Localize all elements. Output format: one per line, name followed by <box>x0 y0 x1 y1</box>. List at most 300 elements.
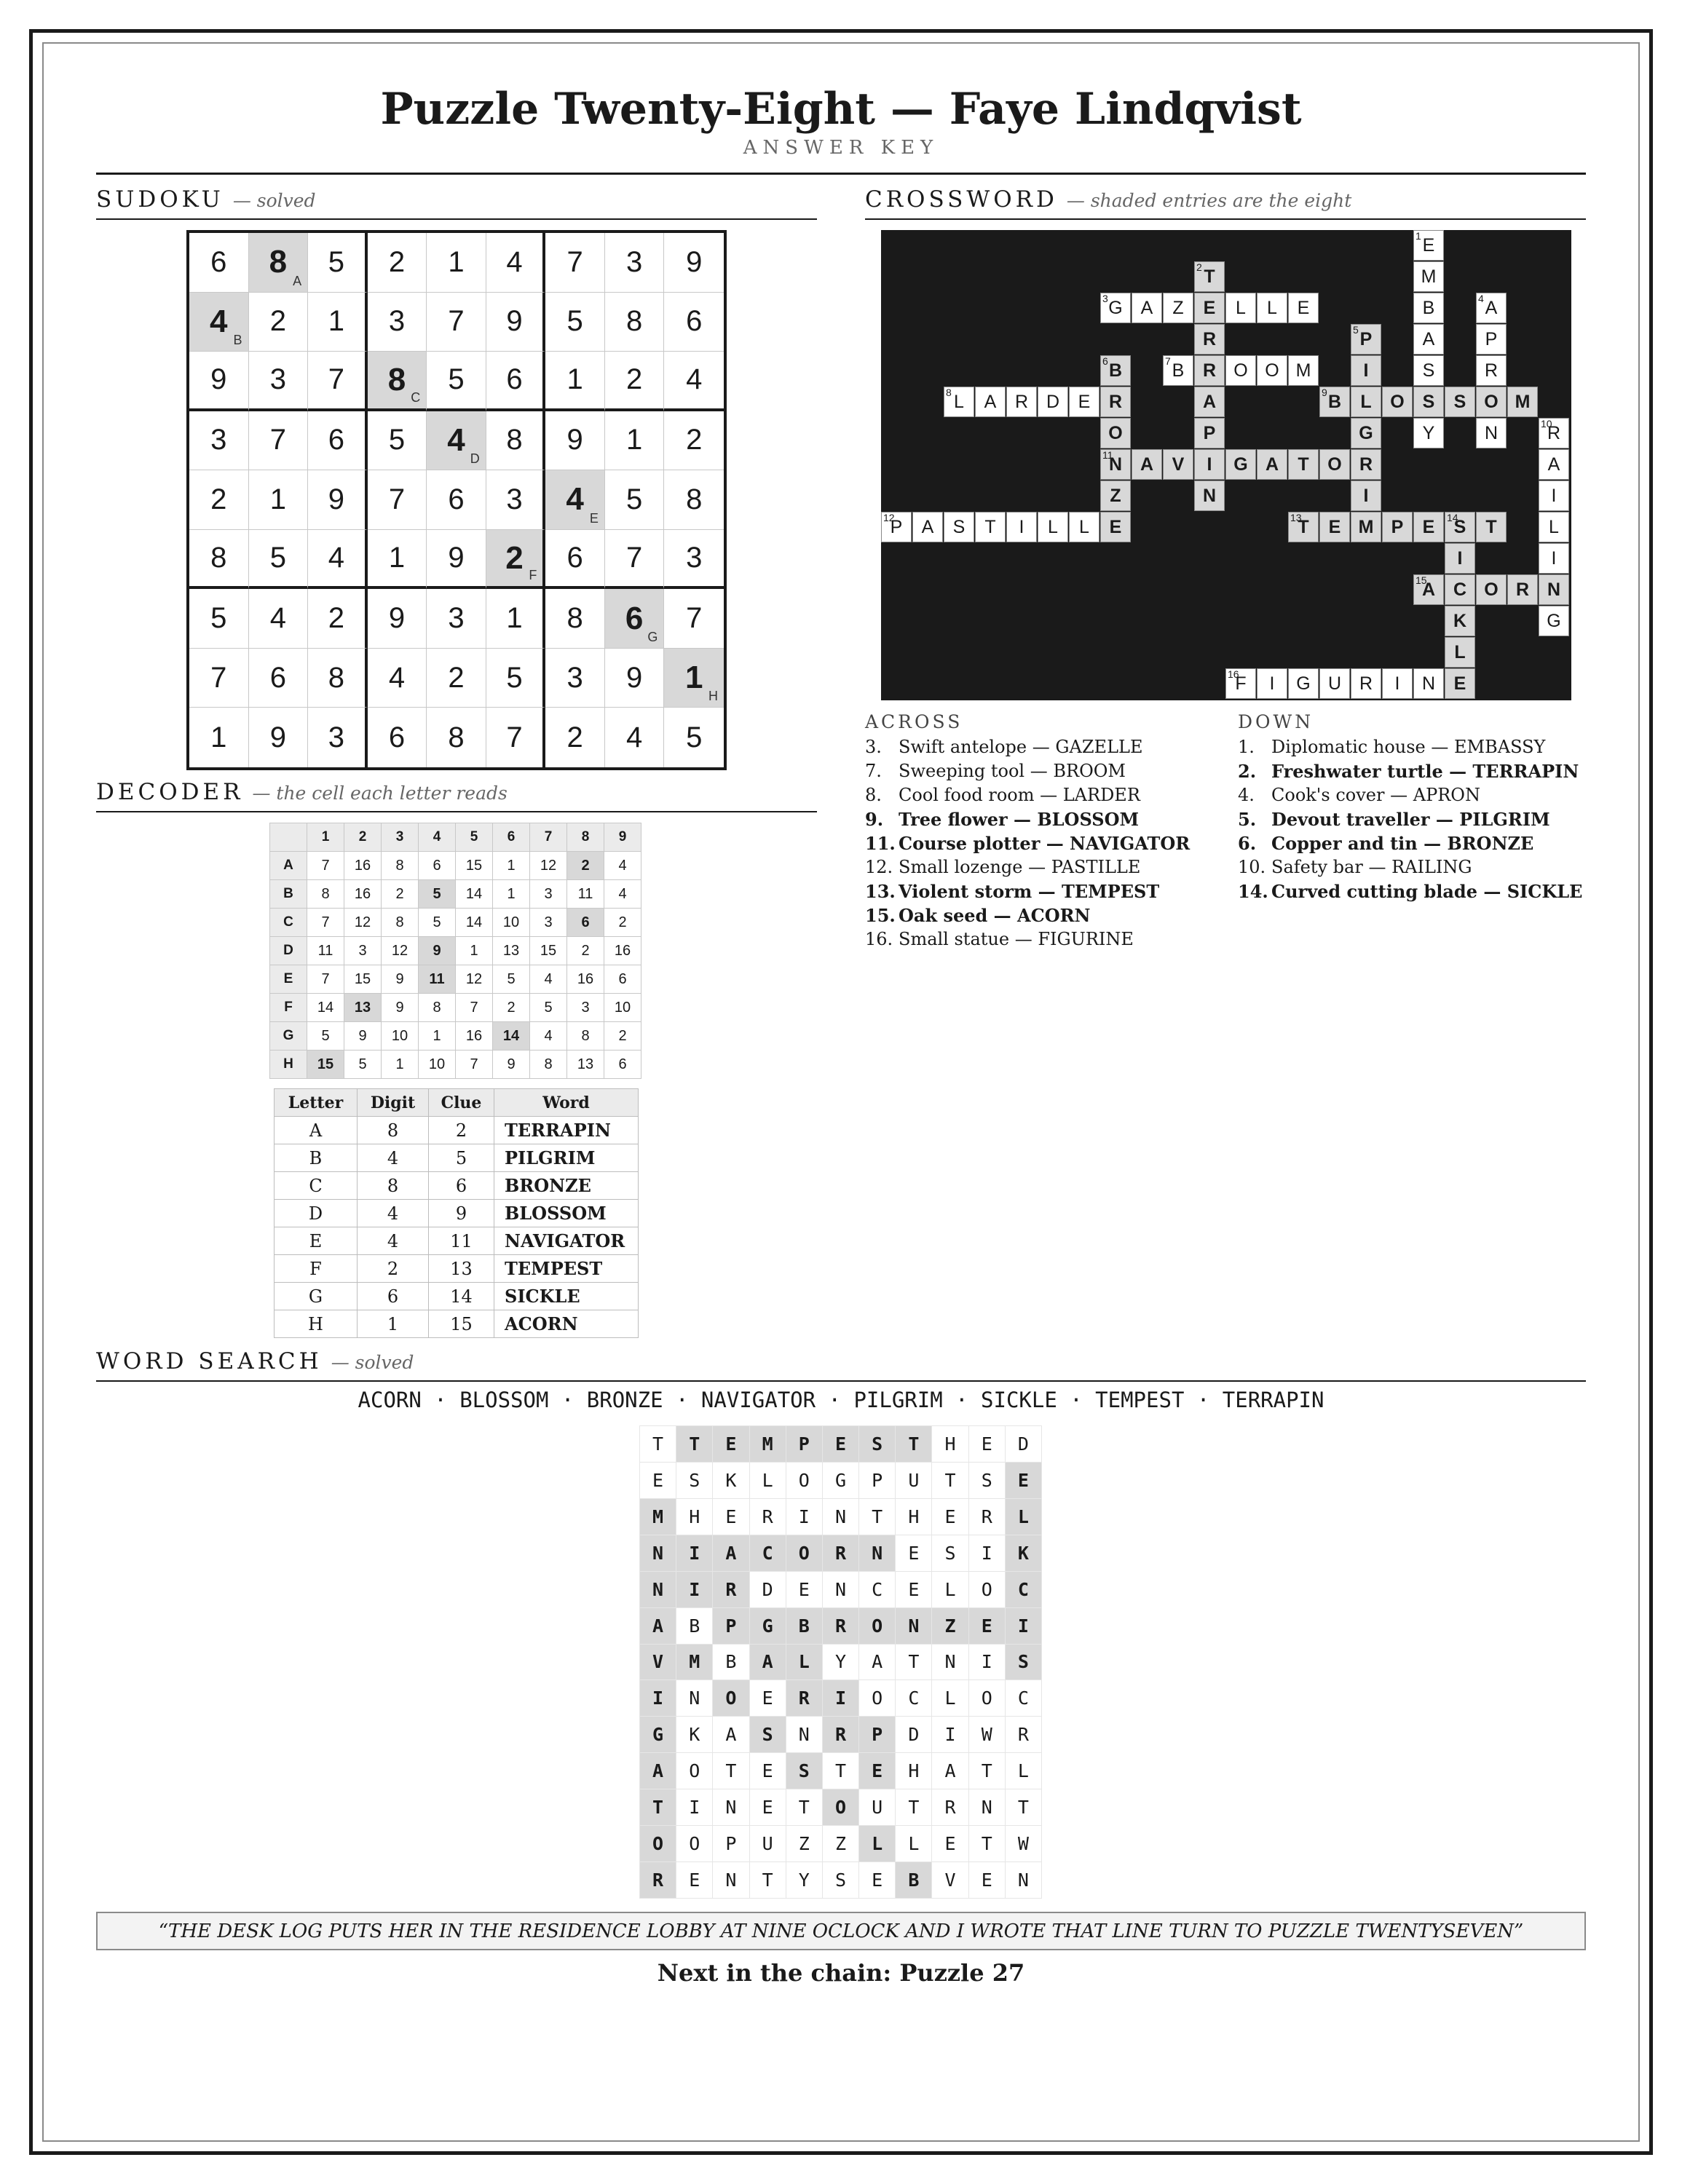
sudoku-digit: 5 <box>448 363 465 396</box>
legend-cell: 14 <box>429 1283 494 1310</box>
decoder-cell: 16 <box>344 880 382 909</box>
sudoku-digit: 2 <box>686 424 703 456</box>
sudoku-cell <box>249 470 309 530</box>
crossword-letter: V <box>1172 454 1185 475</box>
sudoku-digit: 3 <box>626 245 643 278</box>
sudoku-digit: 8 <box>387 361 406 397</box>
decoder-cell: 10 <box>604 994 641 1022</box>
wordsearch-cell: D <box>750 1572 786 1608</box>
crossword-letter: R <box>1014 391 1029 412</box>
wordsearch-cell-found: O <box>823 1789 859 1826</box>
sudoku-digit: 2 <box>626 363 643 396</box>
crossword-cell <box>1476 418 1507 448</box>
wordsearch-cell: T <box>823 1753 859 1789</box>
decoder-row <box>270 1051 641 1079</box>
crossword-cell-shaded <box>1132 449 1162 480</box>
crossword-clue-number: 9 <box>1322 387 1327 398</box>
decoder-cell: 13 <box>344 994 382 1022</box>
wordsearch-grid <box>639 1425 1042 1899</box>
crossword-cell-shaded <box>1288 512 1319 542</box>
sudoku-cell-marked <box>189 293 249 352</box>
sudoku-cell <box>664 233 724 293</box>
decoder-cell: 6 <box>567 909 604 937</box>
sudoku-digit: 1 <box>566 363 583 396</box>
sudoku-digit: 4 <box>269 602 286 635</box>
crossword-cell-shaded <box>1319 512 1350 542</box>
legend-cell: 6 <box>358 1283 429 1310</box>
wordsearch-cell-found: R <box>786 1680 823 1717</box>
decoder-heading <box>96 779 817 812</box>
sudoku-digit: 1 <box>388 542 406 574</box>
crossword-letter: I <box>1207 454 1212 475</box>
legend-cell: 4 <box>358 1200 429 1227</box>
crossword-letter: B <box>1422 297 1435 318</box>
decoder-cell: 3 <box>530 880 567 909</box>
decoder-row-header: E <box>270 965 307 994</box>
crossword-letter: R <box>1359 454 1373 475</box>
crossword-letter: Z <box>1172 297 1184 318</box>
crossword-cell-shaded <box>1194 387 1225 417</box>
wordsearch-heading <box>96 1348 1586 1382</box>
crossword-letter: A <box>984 391 997 412</box>
decoder-cell: 7 <box>456 1051 493 1079</box>
decoder-cell: 3 <box>344 937 382 965</box>
wordsearch-heading-note: — solved <box>331 1352 414 1373</box>
legend-cell: NAVIGATOR <box>494 1227 639 1255</box>
decoder-cell: 6 <box>604 965 641 994</box>
sudoku-digit: 6 <box>269 661 286 694</box>
wordsearch-cell: E <box>713 1499 749 1535</box>
decoder-row <box>270 1022 641 1051</box>
decoder-cell: 2 <box>604 1022 641 1051</box>
wordsearch-cell: E <box>640 1463 676 1499</box>
decoder-cell: 14 <box>493 1022 530 1051</box>
down-clue-text: Cook's cover — APRON <box>1271 785 1480 805</box>
wordsearch-cell: N <box>676 1680 713 1717</box>
sudoku-digit: 3 <box>388 305 406 338</box>
wordsearch-cell-found: N <box>859 1535 896 1572</box>
crossword-cell-shaded <box>1351 418 1381 448</box>
crossword-letter: G <box>1547 610 1561 631</box>
decoder-cell: 10 <box>419 1051 456 1079</box>
sudoku-digit: 9 <box>328 483 344 515</box>
crossword-cell-shaded <box>1100 355 1131 386</box>
crossword-letter: M <box>1358 516 1374 537</box>
wordsearch-cell: B <box>676 1608 713 1645</box>
decoder-column-header: 8 <box>567 823 604 852</box>
crossword-letter: T <box>984 516 996 537</box>
sudoku-cell <box>486 233 546 293</box>
crossword-cell <box>1413 293 1444 323</box>
sudoku-digit: 2 <box>210 483 227 515</box>
page-subtitle: ANSWER KEY <box>743 137 939 159</box>
sudoku-digit: 4 <box>210 303 228 339</box>
wordsearch-cell: E <box>676 1862 713 1899</box>
crossword-cell <box>1539 480 1569 511</box>
sudoku-cell <box>368 708 427 767</box>
sudoku-digit: 2 <box>505 539 524 576</box>
crossword-cell-shaded <box>1413 512 1444 542</box>
sudoku-digit: 7 <box>210 661 227 694</box>
crossword-cell <box>1413 668 1444 699</box>
sudoku-cell <box>545 649 605 708</box>
decoder-cell: 1 <box>493 852 530 880</box>
wordsearch-cell-found: S <box>1006 1645 1042 1681</box>
decoder-cell: 1 <box>419 1022 456 1051</box>
wordsearch-cell-found: R <box>713 1572 749 1608</box>
across-clue-text: Tree flower — BLOSSOM <box>899 809 1140 830</box>
decoder-cell: 2 <box>567 852 604 880</box>
wordsearch-cell: K <box>676 1717 713 1753</box>
wordsearch-cell: Y <box>823 1645 859 1681</box>
wordsearch-cell-found: I <box>823 1680 859 1717</box>
wordsearch-cell: U <box>896 1463 932 1499</box>
legend-cell: 9 <box>429 1200 494 1227</box>
decoder-cell: 2 <box>567 937 604 965</box>
crossword-letter: S <box>1422 360 1435 381</box>
wordsearch-cell: H <box>932 1426 968 1463</box>
wordsearch-cell: U <box>859 1789 896 1826</box>
wordsearch-cell: N <box>713 1789 749 1826</box>
crossword-letter: L <box>1236 297 1246 318</box>
wordsearch-cell: A <box>932 1753 968 1789</box>
crossword-cell-shaded <box>1163 449 1193 480</box>
sudoku-cell <box>664 352 724 411</box>
crossword-cell <box>1413 355 1444 386</box>
crossword-letter: S <box>1453 391 1466 412</box>
legend-cell: 5 <box>429 1144 494 1172</box>
decoder-row <box>270 994 641 1022</box>
crossword-letter: A <box>1202 391 1217 412</box>
decoder-row-header: B <box>270 880 307 909</box>
wordsearch-cell: U <box>750 1826 786 1862</box>
crossword-cell <box>912 512 943 542</box>
crossword-letter: S <box>1453 516 1466 537</box>
decoder-heading-note: — the cell each letter reads <box>252 783 508 804</box>
crossword-cell-shaded <box>1445 606 1475 636</box>
wordsearch-cell-found: G <box>640 1717 676 1753</box>
crossword-cell <box>1476 293 1507 323</box>
decoder-cell: 1 <box>456 937 493 965</box>
sudoku-cell <box>189 649 249 708</box>
crossword-letter: T <box>1298 454 1309 475</box>
decoder-cell: 11 <box>419 965 456 994</box>
next-puzzle-line: Next in the chain: Puzzle 27 <box>657 1959 1025 1987</box>
legend-cell: 13 <box>429 1255 494 1283</box>
decoder-cell: 7 <box>307 909 344 937</box>
wordsearch-cell: E <box>969 1426 1006 1463</box>
crossword-letter: N <box>1108 454 1123 475</box>
crossword-grid <box>881 230 1571 700</box>
sudoku-cell <box>189 352 249 411</box>
crossword-letter: S <box>1422 391 1435 412</box>
legend-cell: 2 <box>429 1117 494 1144</box>
wordsearch-cell-found: N <box>896 1608 932 1645</box>
sudoku-digit: 3 <box>328 721 344 753</box>
crossword-letter: A <box>1421 579 1436 600</box>
across-clue-number: 15. <box>865 905 896 926</box>
sudoku-cell <box>427 708 486 767</box>
sudoku-cell <box>605 411 665 471</box>
decoder-cell: 8 <box>567 1022 604 1051</box>
decoder-cell: 6 <box>419 852 456 880</box>
sudoku-digit: 9 <box>388 602 406 635</box>
sudoku-cell <box>189 411 249 471</box>
sudoku-digit: 5 <box>506 661 523 694</box>
crossword-letter: Z <box>1110 485 1121 506</box>
wordsearch-cell-found: R <box>823 1717 859 1753</box>
decoder-cell: 9 <box>493 1051 530 1079</box>
sudoku-cell-marked <box>605 589 665 649</box>
sudoku-digit: 3 <box>448 602 465 635</box>
crossword-cell-shaded <box>1476 512 1507 542</box>
decoder-row-header: A <box>270 852 307 880</box>
crossword-letter: K <box>1453 610 1467 631</box>
sudoku-digit: 8 <box>269 244 288 280</box>
decoder-cell: 14 <box>307 994 344 1022</box>
decoder-cell: 12 <box>344 909 382 937</box>
sudoku-digit: 9 <box>566 424 583 456</box>
crossword-letter: O <box>1390 391 1405 412</box>
sudoku-cell <box>427 649 486 708</box>
decoder-cell: 9 <box>382 994 419 1022</box>
crossword-letter: L <box>1267 297 1277 318</box>
crossword-cell <box>1413 261 1444 292</box>
across-clue <box>865 831 1229 855</box>
wordsearch-cell-found: M <box>676 1645 713 1681</box>
decoder-cell: 13 <box>493 937 530 965</box>
crossword-cell <box>1038 512 1068 542</box>
crossword-letter: R <box>1359 673 1373 694</box>
crossword-letter: A <box>1140 297 1153 318</box>
decoder-cell: 15 <box>307 1051 344 1079</box>
crossword-cell-shaded <box>1476 387 1507 417</box>
sudoku-digit: 8 <box>686 483 703 515</box>
crossword-letter: T <box>1298 516 1309 537</box>
decoder-cell: 12 <box>530 852 567 880</box>
wordsearch-cell: R <box>1006 1717 1042 1753</box>
crossword-cell-shaded <box>1539 574 1569 605</box>
decoder-table <box>269 823 641 1079</box>
crossword-cell-shaded <box>1194 418 1225 448</box>
page-title: Puzzle Twenty-Eight — Faye Lindqvist <box>380 84 1302 135</box>
decoder-cell: 8 <box>382 909 419 937</box>
sudoku-cell <box>308 411 368 471</box>
decoder-cell: 1 <box>493 880 530 909</box>
wordsearch-cell-found: L <box>786 1645 823 1681</box>
sudoku-cell <box>308 233 368 293</box>
crossword-letter: P <box>890 516 903 537</box>
decoder-column-header: 1 <box>307 823 344 852</box>
crossword-cell-shaded <box>1351 480 1381 511</box>
down-clue-number: 14. <box>1238 881 1268 902</box>
wordsearch-cell: I <box>969 1535 1006 1572</box>
sudoku-digit: 5 <box>269 542 286 574</box>
crossword-letter: B <box>1172 360 1185 381</box>
decoder-cell: 1 <box>382 1051 419 1079</box>
wordsearch-cell: V <box>932 1862 968 1899</box>
wordsearch-cell-found: S <box>859 1426 896 1463</box>
legend-cell: 8 <box>358 1117 429 1144</box>
wordsearch-cell-found: I <box>676 1572 713 1608</box>
crossword-cell <box>1382 668 1413 699</box>
crossword-cell-shaded <box>1445 574 1475 605</box>
sudoku-cell <box>249 352 309 411</box>
across-clue-text: Violent storm — TEMPEST <box>899 881 1160 902</box>
legend-row <box>275 1144 639 1172</box>
crossword-clue-number: 3 <box>1102 293 1108 304</box>
wordsearch-cell: T <box>713 1753 749 1789</box>
wordsearch-cell: I <box>786 1499 823 1535</box>
sudoku-digit: 2 <box>566 721 583 753</box>
wordsearch-cell: T <box>969 1826 1006 1862</box>
sudoku-digit: 4 <box>388 661 406 694</box>
sudoku-cell <box>308 470 368 530</box>
sudoku-cell-tag: G <box>647 629 658 644</box>
sudoku-cell <box>605 293 665 352</box>
decoder-cell: 13 <box>567 1051 604 1079</box>
legend-row <box>275 1200 639 1227</box>
decoder-cell: 5 <box>493 965 530 994</box>
crossword-letter: E <box>1109 516 1122 537</box>
header-rule <box>96 173 1586 175</box>
crossword-cell <box>1288 668 1319 699</box>
sudoku-digit: 8 <box>210 542 227 574</box>
sudoku-cell <box>605 470 665 530</box>
decoder-cell: 9 <box>382 965 419 994</box>
crossword-letter: R <box>1108 391 1123 412</box>
sudoku-digit: 6 <box>625 600 644 636</box>
crossword-cell <box>1413 324 1444 355</box>
across-clues <box>865 710 1229 951</box>
wordsearch-cell: T <box>786 1789 823 1826</box>
crossword-letter: E <box>1328 516 1341 537</box>
sudoku-heading-note: — solved <box>232 190 316 211</box>
crossword-letter: T <box>1485 516 1497 537</box>
down-clue <box>1238 855 1587 879</box>
crossword-cell <box>1539 449 1569 480</box>
wordsearch-cell: C <box>896 1680 932 1717</box>
wordsearch-cell: L <box>896 1826 932 1862</box>
sudoku-digit: 1 <box>684 660 703 696</box>
crossword-cell-shaded <box>1351 512 1381 542</box>
crossword-clue-number: 11 <box>1102 449 1113 461</box>
crossword-letter: C <box>1453 579 1467 600</box>
legend-cell: 2 <box>358 1255 429 1283</box>
wordsearch-cell: A <box>859 1645 896 1681</box>
wordsearch-cell: N <box>786 1717 823 1753</box>
sudoku-digit: 5 <box>388 424 406 456</box>
sudoku-cell <box>368 293 427 352</box>
sudoku-cell <box>545 530 605 590</box>
decoder-cell: 4 <box>604 852 641 880</box>
sudoku-digit: 4 <box>686 363 703 396</box>
decoder-column-header: 3 <box>382 823 419 852</box>
sudoku-digit: 3 <box>506 483 523 515</box>
sudoku-cell <box>308 530 368 590</box>
decoder-cell: 12 <box>382 937 419 965</box>
decoder-row-header: D <box>270 937 307 965</box>
crossword-cell-shaded <box>1351 387 1381 417</box>
across-clue <box>865 783 1229 807</box>
sudoku-cell-tag: F <box>529 568 537 583</box>
sudoku-heading <box>96 186 817 220</box>
crossword-cell <box>1413 418 1444 448</box>
wordsearch-cell: N <box>823 1572 859 1608</box>
wordsearch-cell-found: R <box>823 1608 859 1645</box>
sudoku-digit: 6 <box>686 305 703 338</box>
crossword-clue-number: 4 <box>1478 293 1484 304</box>
legend-cell: 15 <box>429 1310 494 1338</box>
crossword-letter: A <box>1485 297 1498 318</box>
decoder-cell: 11 <box>567 880 604 909</box>
legend-cell: ACORN <box>494 1310 639 1338</box>
legend-cell: 4 <box>358 1144 429 1172</box>
sudoku-cell <box>427 530 486 590</box>
wordsearch-cell-found: O <box>859 1608 896 1645</box>
decoder-cell: 2 <box>382 880 419 909</box>
sudoku-digit: 5 <box>328 245 344 278</box>
crossword-letter: N <box>1547 579 1561 600</box>
sudoku-digit: 3 <box>269 363 286 396</box>
decoder-cell: 8 <box>530 1051 567 1079</box>
wordsearch-cell-found: S <box>750 1717 786 1753</box>
legend-cell: TEMPEST <box>494 1255 639 1283</box>
sudoku-cell-tag: A <box>293 273 302 288</box>
crossword-letter: I <box>1269 673 1275 694</box>
sudoku-cell-tag: B <box>233 333 242 348</box>
wordsearch-cell-found: K <box>1006 1535 1042 1572</box>
crossword-letter: I <box>1551 547 1557 569</box>
sudoku-digit: 6 <box>328 424 344 456</box>
wordsearch-cell: I <box>969 1645 1006 1681</box>
decoder-cell: 4 <box>604 880 641 909</box>
across-clue-text: Cool food room — LARDER <box>899 785 1140 805</box>
legend-cell: C <box>275 1172 358 1200</box>
wordsearch-cell: T <box>969 1753 1006 1789</box>
sudoku-cell-tag: E <box>589 510 599 526</box>
wordsearch-cell-found: A <box>640 1753 676 1789</box>
crossword-cell-shaded <box>1445 543 1475 574</box>
crossword-heading <box>865 186 1586 220</box>
sudoku-cell <box>664 470 724 530</box>
decoder-legend-table <box>274 1088 639 1338</box>
wordsearch-cell: O <box>859 1680 896 1717</box>
decoder-cell: 9 <box>419 937 456 965</box>
decoder-row <box>270 909 641 937</box>
crossword-letter: L <box>1549 516 1559 537</box>
crossword-cell <box>1539 418 1569 448</box>
wordsearch-cell: S <box>676 1463 713 1499</box>
crossword-cell <box>944 387 974 417</box>
crossword-cell <box>1225 293 1256 323</box>
sudoku-digit: 2 <box>388 245 406 278</box>
decoder-heading-label: DECODER <box>96 779 244 805</box>
crossword-letter: O <box>1484 579 1499 600</box>
down-clue-text: Diplomatic house — EMBASSY <box>1271 737 1546 757</box>
crossword-letter: R <box>1202 360 1217 381</box>
decoder-cell: 15 <box>344 965 382 994</box>
wordsearch-cell: N <box>823 1499 859 1535</box>
sudoku-cell <box>605 352 665 411</box>
wordsearch-cell-found: V <box>640 1645 676 1681</box>
decoder-cell: 5 <box>419 880 456 909</box>
down-clue-number: 4. <box>1238 785 1255 805</box>
wordsearch-cell: S <box>969 1463 1006 1499</box>
wordsearch-cell: Z <box>786 1826 823 1862</box>
wordsearch-cell: O <box>676 1826 713 1862</box>
decoder-column-header: 5 <box>456 823 493 852</box>
